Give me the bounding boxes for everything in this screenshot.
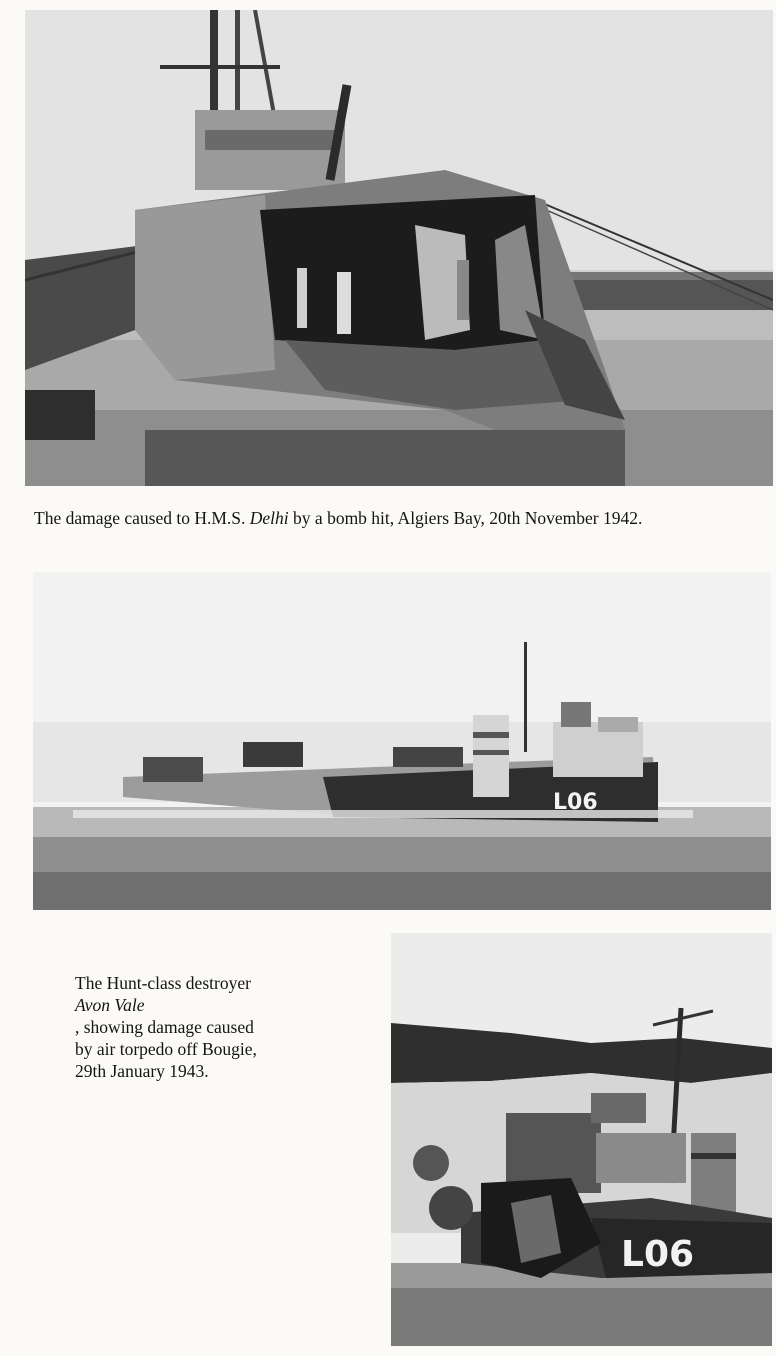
ship-name-avon-vale: Avon Vale (75, 995, 145, 1015)
photo-hms-delhi-damage (25, 10, 773, 486)
photo-hms-delhi-image (25, 10, 773, 486)
caption-avon-vale-line-1: The Hunt-class destroyer (75, 973, 251, 993)
ship-name-delhi: Delhi (249, 508, 289, 528)
caption-avon-vale-line-3: by air torpedo off Bougie, (75, 1039, 257, 1059)
caption-hms-delhi (34, 507, 776, 529)
photo-avon-vale-torpedo-damage (391, 933, 772, 1346)
photo-avon-vale-underway (33, 572, 771, 910)
caption-avon-vale-line-2 (75, 994, 375, 1038)
photo-avon-vale-underway-image (33, 572, 771, 910)
caption-avon-vale-line-4: 29th January 1943. (75, 1061, 209, 1081)
hull-number-lower: L06 (621, 1234, 695, 1275)
caption-hms-delhi-text: The damage caused to H.M.S. (34, 508, 250, 528)
hull-number-middle: L06 (553, 790, 598, 815)
caption-avon-vale (75, 972, 375, 1082)
caption-avon-vale-line-2-rest: , showing damage caused (75, 1017, 254, 1037)
caption-hms-delhi-text-end: by a bomb hit, Algiers Bay, 20th November 1942. (288, 508, 643, 528)
photo-avon-vale-damage-image (391, 933, 772, 1346)
